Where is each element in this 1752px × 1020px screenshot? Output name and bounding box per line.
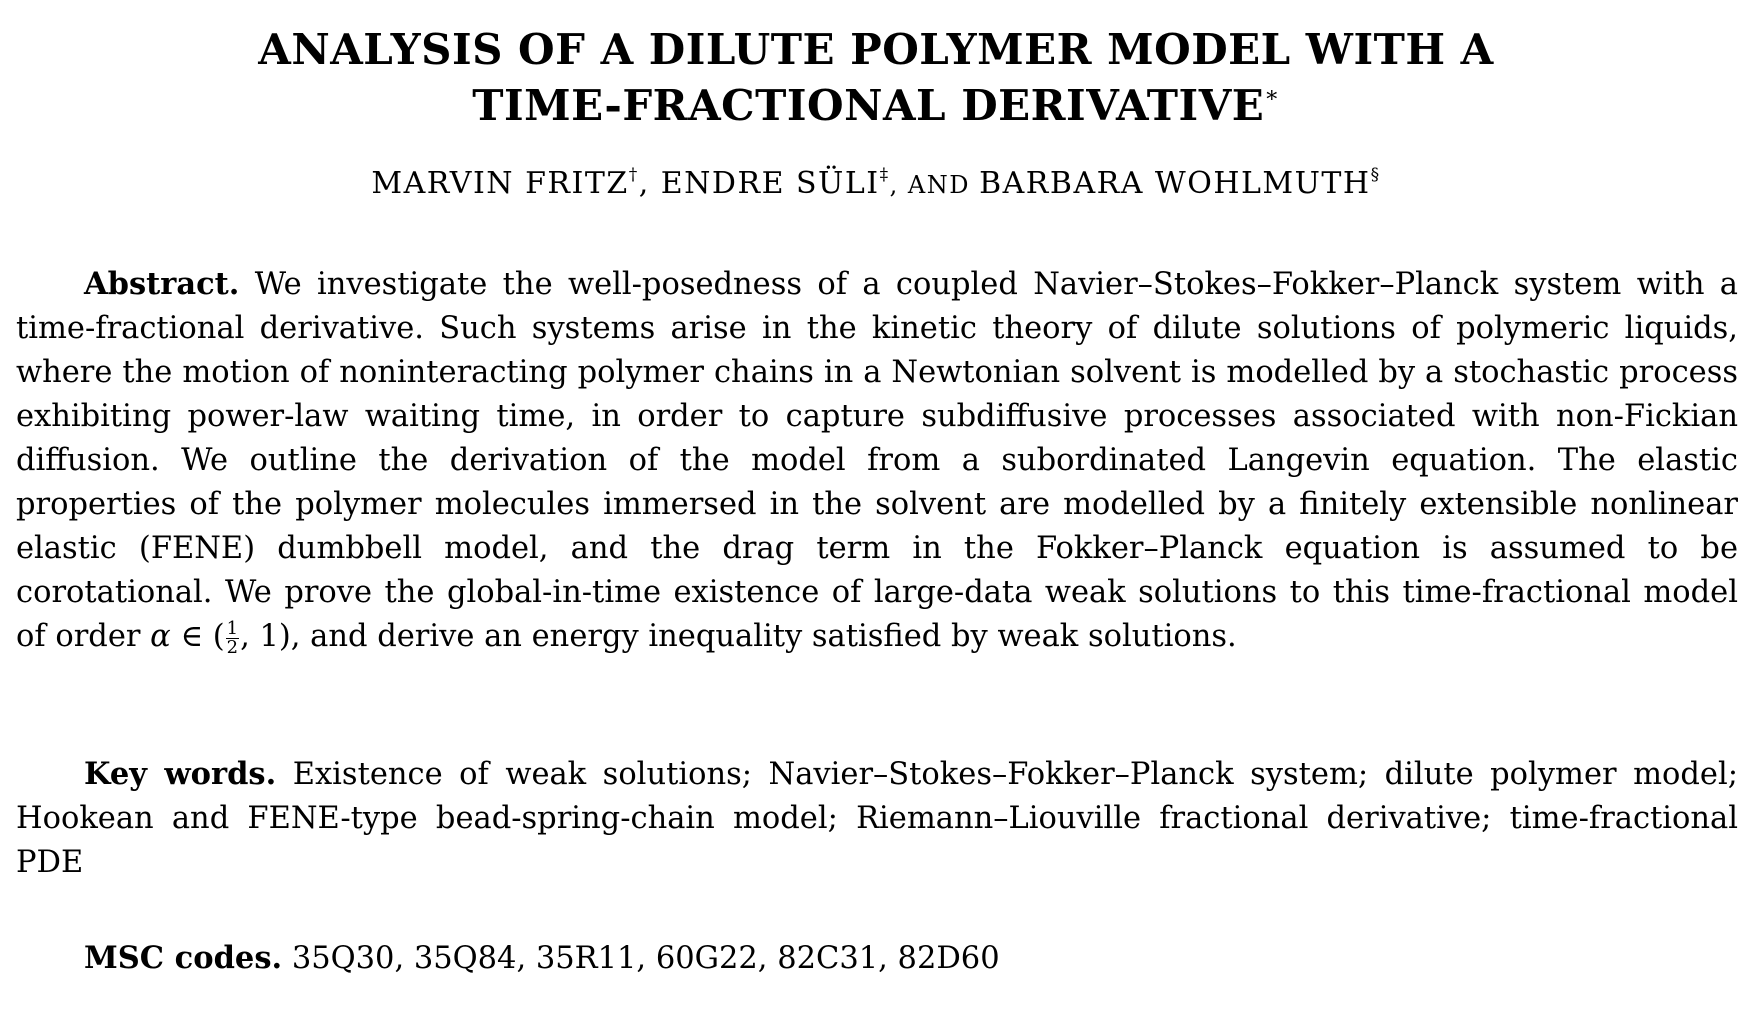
msc-heading: MSC codes.: [84, 940, 283, 976]
fraction-denominator: 2: [226, 636, 239, 658]
msc-text: 35Q30, 35Q84, 35R11, 60G22, 82C31, 82D60: [282, 941, 1000, 976]
math-in: ∈ (: [170, 619, 225, 654]
title-line-1: ANALYSIS OF A DILUTE POLYMER MODEL WITH A: [258, 25, 1494, 74]
author-footnote-mark: †: [628, 165, 639, 185]
author-list: [0, 166, 1752, 201]
keywords: [16, 752, 1738, 885]
abstract-text: We investigate the well-posedness of a coupled Navier–Stokes–Fokker–Planck system with a time-fractional derivative. Such systems arise in the kinetic theory of dilute solutions of polymeric liquids, where the motion of noninteracting polymer chains in a Newtonian solvent is modelled by a stochastic process exhibiting power-law waiting time, in order to capture subdiffusive processes associated with non-Fickian diffusion. We outline the derivation of the model from a subordinated Langevin equation. The elastic properties of the polymer molecules immersed in the solvent are modelled by a finitely extensible nonlinear elastic (FENE) dumbbell model, and the drag term in the Fokker–Planck equation is assumed to be corotational. We prove the global-in-time existence of large-data weak solutions to this time-fractional model of order: [16, 267, 1738, 654]
paper-title: [0, 22, 1752, 134]
title-footnote-mark: ∗: [1264, 83, 1280, 108]
math-fraction: [226, 617, 239, 658]
fraction-numerator: 1: [226, 617, 239, 639]
keywords-heading: Key words.: [84, 756, 277, 792]
author-name: BARBARA WOHLMUTH: [979, 166, 1371, 201]
abstract-heading: Abstract.: [84, 266, 240, 302]
author-name: ENDRE SÜLI: [660, 166, 880, 201]
title-line-2: [0, 78, 1752, 134]
math-alpha: α: [150, 619, 171, 654]
author-name: MARVIN FRITZ: [371, 166, 629, 201]
abstract-text-end: , and derive an energy inequality satisfied by weak solutions.: [290, 619, 1237, 654]
author-separator: ,: [638, 166, 661, 201]
author-footnote-mark: ‡: [879, 165, 890, 185]
abstract: [16, 262, 1738, 659]
author-and: , AND: [889, 171, 980, 199]
msc-codes: [16, 936, 1738, 981]
math-close: , 1): [240, 619, 291, 654]
author-footnote-mark: §: [1370, 165, 1381, 185]
keywords-text: Existence of weak solutions; Navier–Stokes–Fokker–Planck system; dilute polymer model; Hookean and FENE-type bead-spring-chain model; Riemann–Liouville fractional derivative; time-fractional PDE: [16, 757, 1738, 880]
title-line-2-text: TIME-FRACTIONAL DERIVATIVE: [472, 81, 1265, 130]
